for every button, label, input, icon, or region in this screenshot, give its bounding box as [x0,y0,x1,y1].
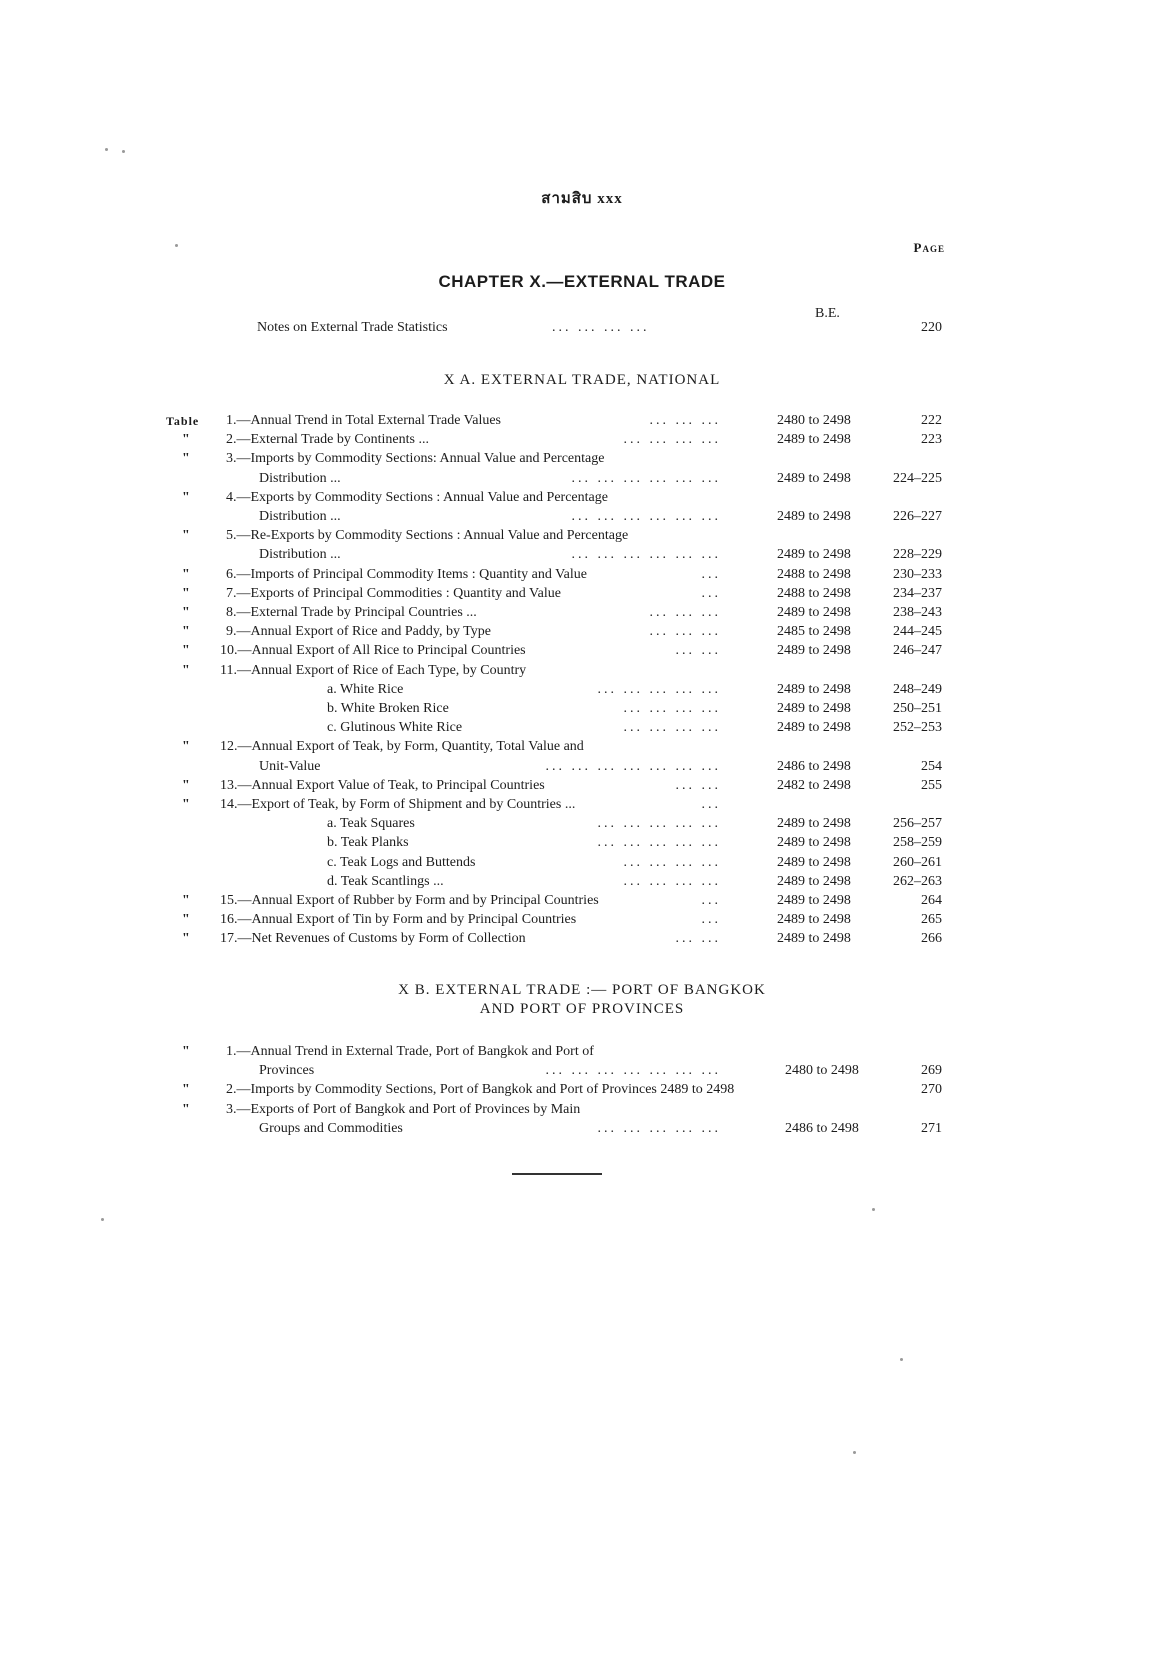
entry-title: 17.—Net Revenues of Customs by Form of Collection [220,931,526,947]
leader-dots: ... ... ... ... [623,720,721,736]
speck-mark [101,1218,104,1221]
entry-title: 16.—Annual Export of Tin by Form and by Principal Countries [220,912,577,928]
toc-entry [0,605,1164,624]
speck-mark [872,1208,875,1211]
leader-dots: ... ... ... [649,624,721,640]
toc-entry [0,874,1164,893]
toc-entry [0,528,1164,547]
leader-dots: ... [701,893,721,908]
leader-dots: ... ... ... ... [623,854,721,870]
ditto-mark: " [182,1101,190,1117]
ditto-mark: " [182,585,190,601]
toc-entry [0,509,1164,528]
year-range: 2489 to 2498 [777,720,851,736]
year-range: 2489 to 2498 [777,854,851,870]
entry-title: 3.—Exports of Port of Bangkok and Port of Provinces by Main [226,1101,581,1117]
leader-dots: ... ... ... ... ... [597,816,721,832]
table-label: Table [166,414,200,428]
toc-entry [0,701,1164,720]
page-number: 252–253 [893,720,942,736]
page-column-label: Page [913,240,945,255]
entry-title: 4.—Exports by Commodity Sections : Annual Value and Percentage [226,489,608,505]
page-number: 254 [921,758,942,774]
toc-entry [0,1044,1164,1063]
ditto-mark: " [182,797,190,812]
year-range: 2488 to 2498 [777,566,851,582]
ditto-mark: " [182,739,190,755]
toc-entry [0,778,1164,797]
toc-entry [0,432,1164,451]
speck-mark [175,244,178,247]
year-range: 2489 to 2498 [777,893,851,908]
toc-entry [0,643,1164,662]
toc-entry [0,759,1164,778]
entry-title: 7.—Exports of Principal Commodities : Quantity and Value [226,585,561,601]
year-range: 2486 to 2498 [777,758,851,774]
entry-title: Groups and Commodities [259,1120,403,1136]
page-number: 246–247 [893,643,942,659]
toc-entry [0,720,1164,739]
entry-title: 2.—Imports by Commodity Sections, Port of Bangkok and Port of Provinces 2489 to 2498 [226,1082,735,1098]
year-range: 2488 to 2498 [777,585,851,601]
year-range: 2489 to 2498 [777,547,851,563]
leader-dots: ... ... ... ... [623,873,721,889]
toc-entry [0,912,1164,931]
page-number: 264 [921,893,942,908]
year-range: 2486 to 2498 [785,1120,859,1136]
ditto-mark: " [182,432,190,448]
toc-entry [0,682,1164,701]
leader-dots: ... ... [675,643,721,659]
entry-title: a. White Rice [327,681,404,697]
page-number: 271 [921,1120,942,1136]
page-number: 270 [921,1082,942,1098]
page-number: 228–229 [893,547,942,563]
toc-entry [0,1063,1164,1082]
leader-dots: ... [701,912,721,928]
leader-dots: ... ... ... ... [623,432,721,448]
toc-entry [0,797,1164,816]
leader-dots: ... ... ... [649,413,721,428]
toc-entry [0,586,1164,605]
page-number: 238–243 [893,605,942,620]
notes-entry [0,320,1164,339]
ditto-mark: " [182,1044,190,1059]
year-range: 2489 to 2498 [777,643,851,659]
leader-dots: ... ... ... ... ... ... ... [545,758,721,774]
page-number: 266 [921,931,942,947]
year-range: 2489 to 2498 [777,681,851,697]
page-number: 223 [921,432,942,448]
year-range: 2489 to 2498 [777,509,851,524]
leader-dots: ... ... ... [649,605,721,620]
entry-title: 2.—External Trade by Continents ... [226,432,429,448]
page-number: 258–259 [893,835,942,851]
leader-dots: ... ... ... ... ... ... [571,509,721,524]
entry-title: 5.—Re-Exports by Commodity Sections : Annual Value and Percentage [226,528,629,544]
page-number: 256–257 [893,816,942,832]
ditto-mark: " [182,912,190,928]
entry-title: d. Teak Scantlings ... [327,873,444,889]
toc-entry [0,893,1164,912]
year-range: 2480 to 2498 [785,1063,859,1079]
leader-dots: ... ... ... ... [623,701,721,716]
speck-mark [122,150,125,153]
ditto-mark: " [182,643,190,659]
toc-entry [0,471,1164,490]
page-number: 255 [921,777,942,793]
ditto-mark: " [182,489,190,505]
entry-title: 14.—Export of Teak, by Form of Shipment and by Countries ... [220,797,576,812]
leader-dots: ... [701,797,721,812]
page-number: 222 [921,413,942,428]
toc-entry [0,547,1164,566]
entry-title: 9.—Annual Export of Rice and Paddy, by Type [226,624,491,640]
entry-title: c. Glutinous White Rice [327,720,463,736]
toc-entry [0,835,1164,854]
entry-title: 8.—External Trade by Principal Countries ... [226,605,477,620]
toc-entry [0,855,1164,874]
page-number: 226–227 [893,509,942,524]
ditto-mark: " [182,566,190,582]
entry-title: 3.—Imports by Commodity Sections: Annual Value and Percentage [226,451,605,467]
entry-title: c. Teak Logs and Buttends [327,854,476,870]
year-range: 2489 to 2498 [777,605,851,620]
toc-entry [0,1121,1164,1140]
toc-entry [0,931,1164,950]
entry-title: 13.—Annual Export Value of Teak, to Principal Countries [220,777,545,793]
page-number: 224–225 [893,470,942,486]
leader-dots: ... ... ... ... ... [597,1120,721,1136]
page-number: 262–263 [893,873,942,889]
leader-dots: ... [701,566,721,582]
toc-entry [0,413,1164,432]
toc-entry [0,1082,1164,1101]
entry-title: a. Teak Squares [327,816,415,832]
leader-dots: ... ... ... ... ... [597,681,721,697]
leader-dots: ... ... [675,931,721,947]
year-range: 2489 to 2498 [777,835,851,851]
entry-title: 1.—Annual Trend in External Trade, Port of Bangkok and Port of [226,1044,594,1059]
year-range: 2489 to 2498 [777,931,851,947]
speck-mark [900,1358,903,1361]
ditto-mark: " [182,1082,190,1098]
ditto-mark: " [182,605,190,620]
page-number: 260–261 [893,854,942,870]
entry-title: b. White Broken Rice [327,701,449,716]
year-range: 2489 to 2498 [777,701,851,716]
year-range: 2489 to 2498 [777,873,851,889]
notes-page: 220 [921,320,942,335]
year-range: 2485 to 2498 [777,624,851,640]
ditto-mark: " [182,931,190,947]
entry-title: 1.—Annual Trend in Total External Trade Values [226,413,501,428]
year-range: 2489 to 2498 [777,432,851,448]
page-header: สามสิบ xxx [541,191,623,207]
speck-mark [853,1451,856,1454]
ditto-mark: " [182,777,190,793]
entry-title: 15.—Annual Export of Rubber by Form and by Principal Countries [220,893,599,908]
leader-dots: ... ... ... ... ... ... [571,547,721,563]
section-b-title-line-2: AND PORT OF PROVINCES [479,1001,685,1017]
ditto-mark: " [182,528,190,544]
be-column-label: B.E. [815,306,840,321]
toc-entry [0,1102,1164,1121]
entry-title: 12.—Annual Export of Teak, by Form, Quantity, Total Value and [220,739,584,755]
page-number: 265 [921,912,942,928]
leader-dots: ... [701,585,721,601]
entry-title: 10.—Annual Export of All Rice to Principal Countries [220,643,526,659]
year-range: 2489 to 2498 [777,816,851,832]
notes-dots: ... ... ... ... [552,320,650,335]
toc-entry [0,567,1164,586]
entry-title: Distribution ... [259,509,341,524]
entry-title: Provinces [259,1063,315,1079]
entry-title: Distribution ... [259,547,341,563]
section-b-title-line-1: X B. EXTERNAL TRADE :— PORT OF BANGKOK [398,982,766,998]
leader-dots: ... ... ... ... ... [597,835,721,851]
leader-dots: ... ... ... ... ... ... ... [545,1063,721,1079]
entry-title: Distribution ... [259,470,341,486]
toc-entry [0,739,1164,758]
year-range: 2489 to 2498 [777,912,851,928]
toc-entry [0,490,1164,509]
entry-title: Unit-Value [259,758,321,774]
closing-rule [512,1173,602,1175]
ditto-mark: " [182,662,190,678]
leader-dots: ... ... ... ... ... ... [571,470,721,486]
toc-entry [0,816,1164,835]
entry-title: 6.—Imports of Principal Commodity Items : Quantity and Value [226,566,587,582]
page-number: 234–237 [893,585,942,601]
leader-dots: ... ... [675,777,721,793]
toc-entry [0,663,1164,682]
toc-entry [0,624,1164,643]
chapter-title: CHAPTER X.—EXTERNAL TRADE [438,272,726,291]
ditto-mark: " [182,451,190,467]
ditto-mark: " [182,624,190,640]
section-a-title: X A. EXTERNAL TRADE, NATIONAL [443,372,721,388]
entry-title: 11.—Annual Export of Rice of Each Type, by Country [220,662,527,678]
ditto-mark: " [182,893,190,908]
page-number: 250–251 [893,701,942,716]
speck-mark [105,148,108,151]
year-range: 2480 to 2498 [777,413,851,428]
year-range: 2489 to 2498 [777,470,851,486]
page-number: 244–245 [893,624,942,640]
notes-text: Notes on External Trade Statistics [257,320,448,335]
page-number: 269 [921,1063,942,1079]
toc-entry [0,451,1164,470]
page-number: 230–233 [893,566,942,582]
year-range: 2482 to 2498 [777,777,851,793]
page-number: 248–249 [893,681,942,697]
entry-title: b. Teak Planks [327,835,409,851]
